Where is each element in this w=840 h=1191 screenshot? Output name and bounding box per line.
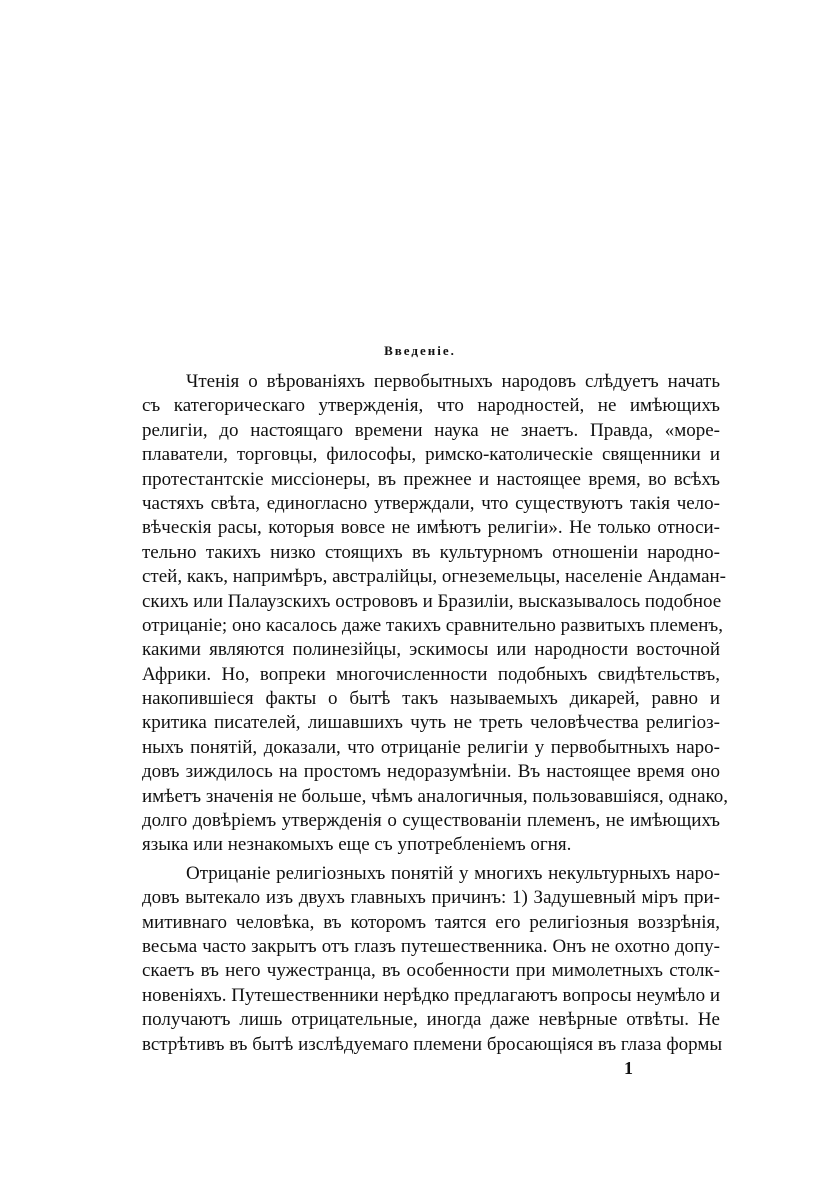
- text-line: съ категорическаго утвержденія, что народностей, не имѣющихъ: [142, 395, 720, 417]
- text-line: новеніяхъ. Путешественники нерѣдко предлагаютъ вопросы неумѣло и: [142, 984, 721, 1006]
- text-line: встрѣтивъ въ бытѣ изслѣдуемаго племени бросающіяся въ глаза формы: [142, 1033, 723, 1055]
- paragraph-1: [142, 370, 729, 858]
- paragraph-2: [142, 862, 723, 1057]
- text-line: весьма часто закрытъ отъ глазъ путешественника. Онъ не охотно допу-: [142, 935, 720, 957]
- page-number: 1: [624, 1058, 633, 1078]
- text-line: накопившіеся факты о бытѣ такъ называемыхъ дикарей, равно и: [142, 688, 720, 710]
- text-line: религіи, до настоящаго времени наука не знаетъ. Правда, «море-: [142, 419, 720, 441]
- text-line: тельно такихъ низко стоящихъ въ культурномъ отношеніи народно-: [142, 541, 720, 563]
- text-line: имѣетъ значенія не больше, чѣмъ аналогичныя, пользовавшіяся, однако,: [142, 785, 729, 807]
- text-line: митивнаго человѣка, въ которомъ таятся его религіозныя воззрѣнія,: [142, 911, 720, 933]
- text-line: получаютъ лишь отрицательные, иногда даже невѣрные отвѣты. Не: [142, 1009, 720, 1031]
- text-line: языка или незнакомыхъ еще съ употребленіемъ огня.: [142, 834, 572, 856]
- text-line: довъ зиждилось на простомъ недоразумѣніи. Въ настоящее время оно: [142, 761, 720, 783]
- text-line: отрицаніе; оно касалось даже такихъ сравнительно развитыхъ племенъ,: [142, 614, 723, 636]
- text-line: критика писателей, лишавшихъ чуть не треть человѣчества религіоз-: [142, 712, 720, 734]
- text-line: какими являются полинезійцы, эскимосы или народности восточной: [142, 639, 720, 661]
- text-line: протестантскіе миссіонеры, въ прежнее и настоящее время, во всѣхъ: [142, 468, 720, 490]
- text-line: Отрицаніе религіозныхъ понятій у многихъ некультурныхъ наро-: [186, 862, 720, 884]
- text-line: долго довѣріемъ утвержденія о существованіи племенъ, не имѣющихъ: [142, 810, 720, 832]
- text-line: скаетъ въ него чужестранца, въ особенности при мимолетныхъ столк-: [142, 960, 720, 982]
- text-line: Африки. Но, вопреки многочисленности подобныхъ свидѣтельствъ,: [142, 663, 720, 685]
- text-line: Чтенія о вѣрованіяхъ первобытныхъ народовъ слѣдуетъ начать: [186, 371, 720, 392]
- text-line: вѣческія расы, которыя вовсе не имѣютъ религіи». Не только относи-: [142, 517, 720, 539]
- text-line: довъ вытекало изъ двухъ главныхъ причинъ: 1) Задушевный міръ при-: [142, 887, 720, 909]
- text-line: скихъ или Палаузскихъ острововъ и Бразиліи, высказывалось подобное: [142, 590, 722, 612]
- body-text: [142, 370, 729, 1057]
- text-line: стей, какъ, напримѣръ, австралійцы, огнеземельцы, населеніе Андаман-: [142, 566, 726, 588]
- text-line: ныхъ понятій, доказали, что отрицаніе религіи у первобытныхъ наро-: [142, 736, 720, 758]
- text-line: плаватели, торговцы, философы, римско-католическіе священники и: [142, 444, 720, 466]
- text-line: частяхъ свѣта, единогласно утверждали, что существуютъ такія чело-: [142, 492, 720, 514]
- chapter-title: Введеніе.: [384, 343, 456, 358]
